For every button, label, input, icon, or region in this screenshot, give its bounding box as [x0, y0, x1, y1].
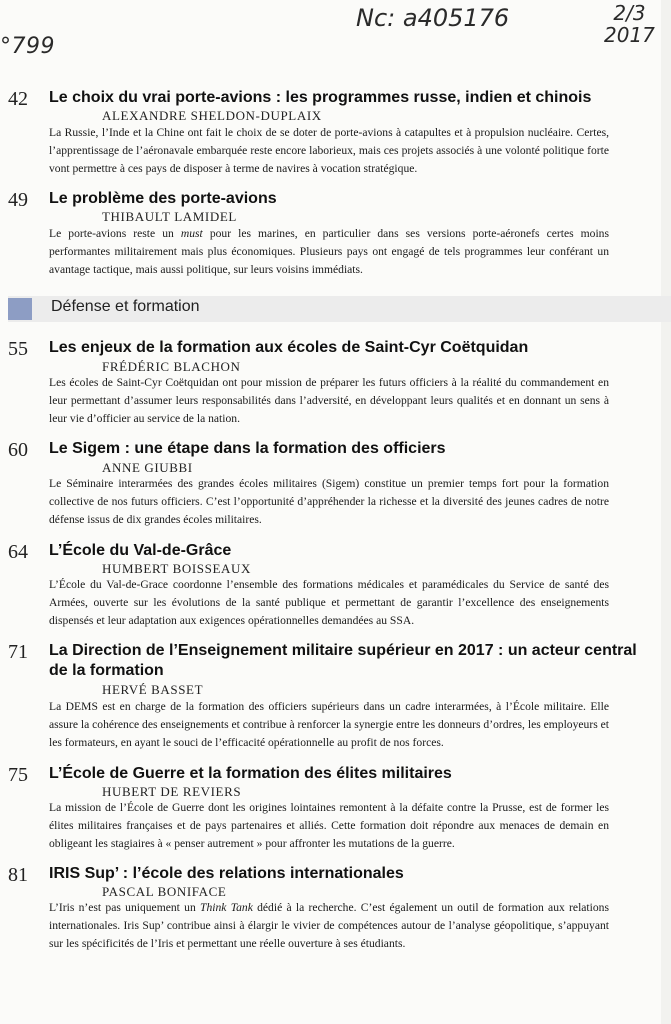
article-title: L’École du Val-de-Grâce	[49, 542, 232, 559]
article-title: Le problème des porte-avions	[49, 190, 277, 207]
article-author: HUBERT DE REVIERS	[102, 784, 242, 799]
emphasized-term: Think Tank	[200, 901, 253, 914]
section-title: Défense et formation	[51, 298, 200, 315]
page-number: 42	[8, 88, 28, 110]
article-summary: Le Séminaire interarmées des grandes écoles militaires (Sigem) constitue un premier temps fort pour la formation collective de nos futurs officiers. C’est l’opportunité d’appréhender la richesse et la diversité des jeunes cadres de notre défense issus de dix grandes écoles militaires.	[49, 477, 609, 526]
article-title: IRIS Sup’ : l’école des relations internationales	[49, 865, 404, 882]
article-summary: La DEMS est en charge de la formation des officiers supérieurs dans un cadre interarmées, à l’École militaire. Elle assure la cohérence des enseignements et contribue à renforcer la synergie entre les donneurs d’ordres, les employeurs et les formateurs, en ayant le souci de l’efficacité opérationnelle au profit de nos forces.	[49, 700, 609, 749]
page-number: 60	[8, 439, 28, 461]
article-title: Le Sigem : une étape dans la formation des officiers	[49, 440, 446, 457]
article-summary: Les écoles de Saint-Cyr Coëtquidan ont pour mission de préparer les futurs officiers à la réalité du commandement en leur permettant d’assumer leurs responsabilités dans l’adversité, en développant leurs qualités et en donnant un sens à leur vie d’officier au service de la nation.	[49, 376, 609, 425]
handwritten-note-right	[604, 2, 655, 46]
article-title: L’École de Guerre et la formation des élites militaires	[49, 765, 452, 782]
article-summary: La mission de l’École de Guerre dont les origines lointaines remontent à la défaite contre la Prusse, est de former les élites militaires françaises et de pays partenaires et alliés. Cette formation doit répondre aux menaces de demain en obligeant les stagiaires à « penser autrement » pour affronter les mutations de la guerre.	[49, 801, 609, 850]
handwritten-fraction: 2/3	[613, 1, 646, 25]
page-number: 71	[8, 641, 28, 663]
article-title: Le choix du vrai porte-avions : les programmes russe, indien et chinois	[49, 89, 592, 106]
page-number: 75	[8, 764, 28, 786]
page-number: 81	[8, 864, 28, 886]
handwritten-note-left: °799	[0, 34, 55, 59]
article-title: Les enjeux de la formation aux écoles de Saint-Cyr Coëtquidan	[49, 339, 529, 356]
page-number: 55	[8, 338, 28, 360]
article-title: La Direction de l’Enseignement militaire supérieur en 2017 : un acteur central de la formation	[49, 642, 637, 679]
emphasized-term: must	[180, 227, 203, 240]
section-marker	[8, 298, 32, 320]
article-summary: Le porte-avions reste un must pour les marines, en particulier dans ses versions porte-aéronefs certes moins performantes militairement mais plus économiques. Plusieurs pays ont engagé de tels programmes leur conférant un avantage tactique, mais aussi politique, sur leurs voisins immédiats.	[49, 227, 609, 276]
page-edge-shadow	[661, 0, 671, 1024]
handwritten-call-number: Nc: a405176	[356, 4, 510, 32]
article-author: ANNE GIUBBI	[102, 460, 193, 475]
article-author: FRÉDÉRIC BLACHON	[102, 359, 241, 374]
page-number: 49	[8, 189, 28, 211]
article-author: ALEXANDRE SHELDON-DUPLAIX	[102, 108, 322, 123]
article-author: HERVÉ BASSET	[102, 682, 204, 697]
article-summary: L’Iris n’est pas uniquement un Think Tank dédié à la recherche. C’est également un outil de formation aux relations internationales. Iris Sup’ contribue ainsi à élargir le vivier de compétences autour de l’analyse géopolitique, s’appuyant sur les spécificités de l’Iris et permettant une réelle ouverture à ses étudiants.	[49, 901, 609, 950]
article-author: HUMBERT BOISSEAUX	[102, 561, 251, 576]
article-summary: L’École du Val-de-Grace coordonne l’ensemble des formations médicales et paramédicales du Service de santé des Armées, ouverte sur les évolutions de la santé publique et permettant de garantir l’excellence des enseignements dispensés et leur adaptation aux exigences opérationnelles demandées au SSA.	[49, 578, 609, 627]
article-summary: La Russie, l’Inde et la Chine ont fait le choix de se doter de porte-avions à catapultes et à propulsion nucléaire. Certes, l’apprentissage de l’aéronavale embarquée reste encore laborieux, mais ces projets associés à une volonté politique forte vont permettre à ces pays de disposer à terme de navires à vocation stratégique.	[49, 126, 609, 175]
article-author: THIBAULT LAMIDEL	[102, 209, 237, 224]
page-number: 64	[8, 541, 28, 563]
article-author: PASCAL BONIFACE	[102, 884, 227, 899]
handwritten-year: 2017	[604, 23, 655, 47]
